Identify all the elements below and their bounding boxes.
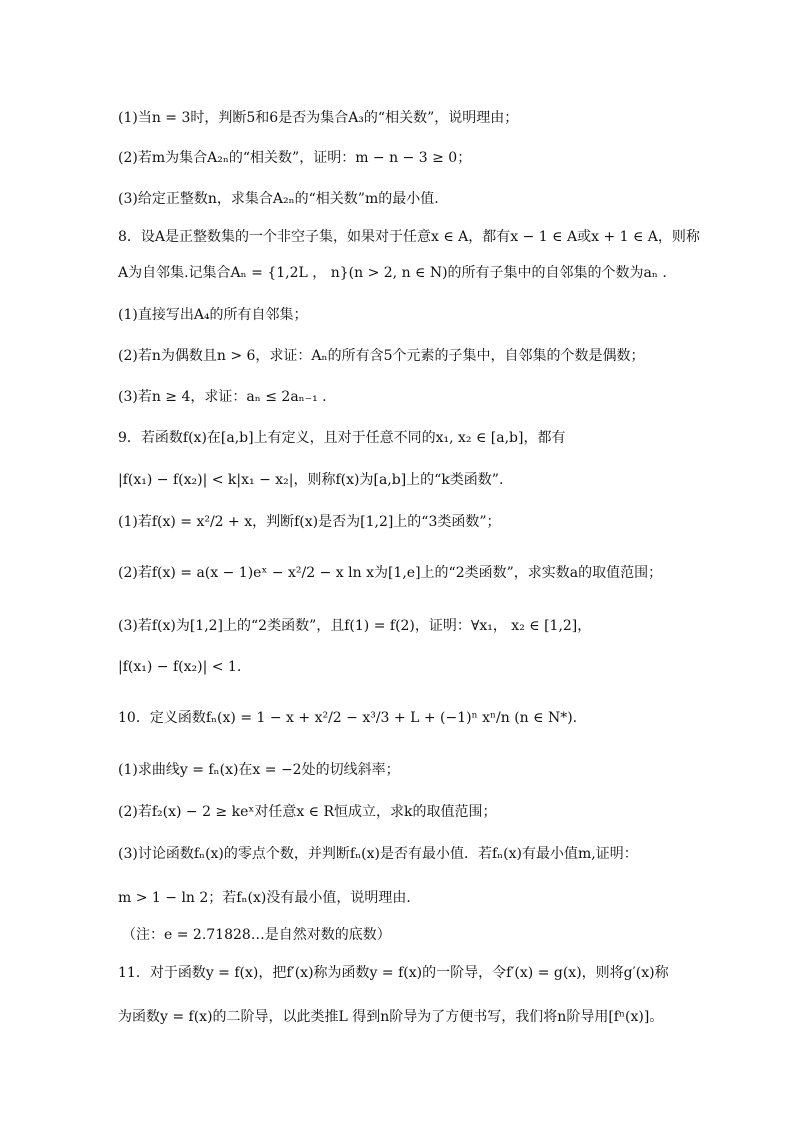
q7-part2: (2)若m为集合A₂ₙ的“相关数”，证明：m − n − 3 ≥ 0； xyxy=(118,150,472,166)
q8-part3: (3)若n ≥ 4，求证：aₙ ≤ 2aₙ₋₁ . xyxy=(118,389,327,405)
q10-part3: (3)讨论函数fₙ(x)的零点个数，并判断fₙ(x)是否有最小值．若fₙ(x)有最小值m,证明： xyxy=(118,846,638,862)
q10-part3-cont: m > 1 − ln 2；若fₙ(x)没有最小值，说明理由． xyxy=(118,890,421,906)
q10-note: （注：e = 2.71828…是自然对数的底数） xyxy=(122,927,391,943)
q7-part1: (1)当n = 3时，判断5和6是否为集合A₃的“相关数”，说明理由； xyxy=(118,110,519,126)
q8-part1: (1)直接写出A₄的所有自邻集； xyxy=(118,307,308,323)
q10-part2: (2)若f₂(x) − 2 ≥ keˣ对任意x ∈ R恒成立，求k的取值范围； xyxy=(118,804,497,820)
q9-part1: (1)若f(x) = x²/2 + x，判断f(x)是否为[1,2]上的“3类函数”； xyxy=(118,514,501,530)
q11-stem-line2: 为函数y = f(x)的二阶导，以此类推L 得到n阶导为了方便书写，我们将n阶导用[fⁿ(x)]。 xyxy=(118,1009,664,1025)
q9-part3: (3)若f(x)为[1,2]上的“2类函数”，且f(1) = f(2)，证明：∀x₁， x₂ ∈ [1,2]， xyxy=(118,618,592,634)
q7-part3: (3)给定正整数n，求集合A₂ₙ的“相关数”m的最小值. xyxy=(118,191,439,207)
q8-stem-line2: A为自邻集.记集合Aₙ = {1,2L ， n}(n > 2, n ∈ N)的所有子集中的自邻集的个数为aₙ . xyxy=(118,265,667,281)
q11-stem-line1: 11．对于函数y = f(x)，把f′(x)称为函数y = f(x)的一阶导，令f′(x) = g(x)，则将g′(x)称 xyxy=(118,965,669,981)
q8-stem-line1: 8．设A是正整数集的一个非空子集，如果对于任意x ∈ A，都有x − 1 ∈ A或x + 1 ∈ A，则称 xyxy=(118,229,700,245)
q9-part2: (2)若f(x) = a(x − 1)eˣ − x²/2 − x ln x为[1,e]上的“2类函数”，求实数a的取值范围； xyxy=(118,565,663,581)
q9-part3-cont: |f(x₁) − f(x₂)| < 1. xyxy=(118,659,242,675)
q9-stem-line1: 9．若函数f(x)在[a,b]上有定义，且对于任意不同的x₁, x₂ ∈ [a,b]，都有 xyxy=(118,430,566,446)
q9-stem-line2: |f(x₁) − f(x₂)| < k|x₁ − x₂|，则称f(x)为[a,b]上的“k类函数”. xyxy=(118,472,504,488)
q10-part1: (1)求曲线y = fₙ(x)在x = −2处的切线斜率； xyxy=(118,762,400,778)
q8-part2: (2)若n为偶数且n > 6，求证：Aₙ的所有含5个元素的子集中，自邻集的个数是偶数； xyxy=(118,348,645,364)
q10-stem: 10．定义函数fₙ(x) = 1 − x + x²/2 − x³/3 + L + (−1)ⁿ xⁿ/n (n ∈ N*). xyxy=(118,710,578,726)
